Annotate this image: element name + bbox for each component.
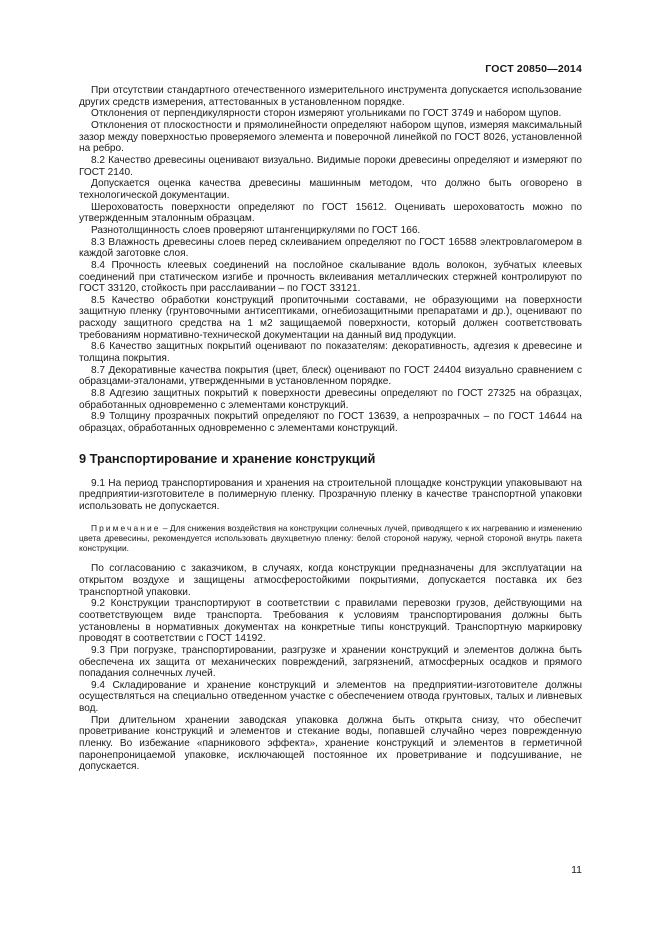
paragraph: 8.6 Качество защитных покрытий оценивают по показателям: декоративность, адгезия к древесине и толщина покрытия. — [79, 341, 582, 365]
paragraph: 9.2 Конструкции транспортируют в соответствии с правилами перевозки грузов, действующими на соответствующем виде транспорта. Требования к условиям транспортирования должны быть установлены в нормативных документах на конкретные типы конструкций. Транспортную маркировку проводят в соответствии с ГОСТ 14192. — [79, 598, 582, 645]
section-heading: 9 Транспортирование и хранение конструкций — [79, 450, 376, 466]
paragraph: 8.3 Влажность древесины слоев перед склеиванием определяют по ГОСТ 16588 электровлагомером в каждой заготовке слоя. — [79, 236, 582, 260]
paragraph: При длительном хранении заводская упаковка должна быть открыта снизу, что обеспечит проветривание конструкций и элементов и стекание воды, попавшей случайно через поврежденную пленку. Во избежание «парникового эффекта», хранение конструкций и элементов в герметичной паронепроницаемой упаковке, исключающей постоянное их проветривание и подсушивание, не допускается. — [79, 714, 582, 773]
note — [79, 523, 582, 554]
paragraph: По согласованию с заказчиком, в случаях, когда конструкции предназначены для эксплуатации на открытом воздухе и защищены атмосферостойкими покрытиями, допускается поставка их без транспортной упаковки. — [79, 563, 582, 598]
paragraph: 8.2 Качество древесины оценивают визуально. Видимые пороки древесины определяют и измеряют по ГОСТ 2140. — [79, 154, 582, 178]
paragraph: 8.7 Декоративные качества покрытия (цвет, блеск) оценивают по ГОСТ 24404 визуально сравнением с образцами-эталонами, утвержденными в установленном порядке. — [79, 364, 582, 388]
paragraph: 9.3 При погрузке, транспортировании, разгрузке и хранении конструкций и элементов должна быть обеспечена их защита от механических повреждений, загрязнений, атмосферных осадков и прямого попадания солнечных лучей. — [79, 644, 582, 680]
paragraph: Отклонения от плоскостности и прямолинейности определяют набором щупов, измеряя максимальный зазор между поверхностью проверяемого элемента и поверочной линейкой по ГОСТ 8026, установленной на ребро. — [79, 119, 582, 155]
note-text: – Для снижения воздействия на конструкции солнечных лучей, приводящего к их нагреванию и изменению цвета древесины, рекомендуется использовать двухцветную пленку: белой стороной наружу, черной стороной внутрь пакета конструкции. — [79, 522, 582, 554]
paragraph: 8.9 Толщину прозрачных покрытий определяют по ГОСТ 13639, а непрозрачных – по ГОСТ 14644 на образцах, обработанных одновременно с элементами конструкций. — [79, 411, 582, 435]
document-body — [79, 85, 582, 773]
paragraph: Шероховатость поверхности определяют по ГОСТ 15612. Оценивать шероховатость можно по утвержденным эталонным образцам. — [79, 201, 582, 225]
page-number: 11 — [571, 864, 582, 876]
paragraph: 9.4 Складирование и хранение конструкций и элементов на предприятии-изготовителе должны осуществляться на специально отведенном участке с обеспечением отвода грунтовых, талых и ливневых вод. — [79, 679, 582, 715]
paragraph: При отсутствии стандартного отечественного измерительного инструмента допускается использование других средств измерения, аттестованных в установленном порядке. — [79, 85, 582, 108]
paragraph: 8.8 Адгезию защитных покрытий к поверхности древесины определяют по ГОСТ 27325 на образцах, обработанных одновременно с элементами конструкций. — [79, 388, 582, 411]
paragraph: 9.1 На период транспортирования и хранения на строительной площадке конструкции упаковывают на предприятии-изготовителе в полимерную пленку. Прозрачную пленку в качестве транспортной упаковки использовать не допускается. — [79, 477, 582, 512]
paragraph: 8.4 Прочность клеевых соединений на послойное скалывание вдоль волокон, зубчатых клеевых соединений при статическом изгибе и прочность вклеивания металлических стержней контролируют по ГОСТ 33120, стойкость при расслаивании – по ГОСТ 33121. — [79, 259, 582, 295]
note-label: Примечание — [91, 522, 161, 533]
document-code-header: ГОСТ 20850—2014 — [485, 63, 582, 75]
paragraph: Отклонения от перпендикулярности сторон измеряют угольниками по ГОСТ 3749 и набором щупов. — [91, 108, 562, 120]
paragraph: Допускается оценка качества древесины машинным методом, что должно быть оговорено в технологической документации. — [79, 178, 582, 201]
paragraph: 8.5 Качество обработки конструкций пропиточными составами, не образующими на поверхности защитную пленку (грунтовочными антисептиками, огнебиозащитными препаратами и др.), оценивают по расходу защитного средства на 1 м2 защищаемой поверхности, который должен соответствовать требованиям нормативно-технической документации на данный вид продукции. — [79, 294, 582, 341]
paragraph: Разнотолщинность слоев проверяют штангенциркулями по ГОСТ 166. — [91, 224, 421, 236]
